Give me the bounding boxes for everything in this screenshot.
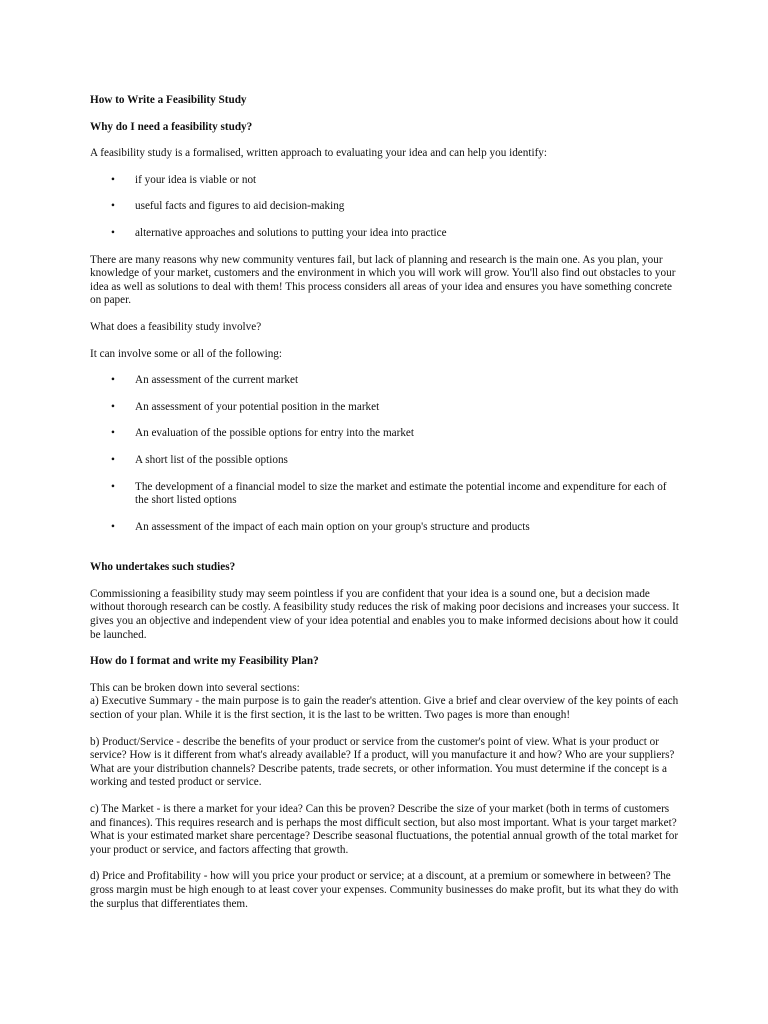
bullet-list-involve: [90, 374, 682, 534]
heading-how: How do I format and write my Feasibility Plan?: [90, 655, 319, 668]
bullet-icon: •: [111, 226, 115, 239]
bullet-icon: •: [111, 453, 115, 466]
heading-who: Who undertakes such studies?: [90, 561, 236, 574]
bullet-icon: •: [111, 520, 115, 533]
list-item: • An assessment of your potential position in the market: [111, 400, 380, 413]
bullet-icon: •: [111, 374, 115, 387]
document-body: [90, 94, 682, 911]
list-item: • alternative approaches and solutions to putting your idea into practice: [111, 226, 447, 239]
heading-why: Why do I need a feasibility study?: [90, 120, 253, 133]
paragraph-what: What does a feasibility study involve?: [90, 320, 262, 333]
list-item: • An assessment of the impact of each main option on your group's structure and products: [111, 520, 530, 533]
bullet-icon: •: [111, 400, 115, 413]
paragraph-section-b: b) Product/Service - describe the benefits of your product or service from the customer's point of view. What is your product or service? How is it different from what's already available? If a product, will you manufacture it and how? Who are your suppliers? What are your distribution channels? Describe patents, trade secrets, or other information. You must determine if the concept is a working and tested product or service.: [90, 735, 675, 789]
bullet-icon: •: [111, 480, 115, 493]
paragraph-sections-intro: This can be broken down into several sections:: [90, 681, 300, 694]
bullet-icon: •: [111, 200, 115, 213]
paragraph-involve: It can involve some or all of the following:: [90, 347, 283, 360]
list-item: • A short list of the possible options: [111, 453, 288, 466]
paragraph-section-a: a) Executive Summary - the main purpose is to gain the reader's attention. Give a brief and clear overview of the key points of each section of your plan. While it is the first section, it is the last to be written. Two pages is more than enough!: [90, 695, 679, 722]
bullet-icon: •: [111, 173, 115, 186]
list-item: • An evaluation of the possible options for entry into the market: [111, 427, 415, 440]
bullet-icon: •: [111, 427, 115, 440]
paragraph-reasons: There are many reasons why new community ventures fail, but lack of planning and research is the main one. As you plan, your knowledge of your market, customers and the environment in which you will work will grow. You'll also find out obstacles to your idea as well as solutions to deal with them! This process considers all areas of your idea and ensures you have something concrete on paper.: [90, 253, 676, 307]
paragraph-commission: Commissioning a feasibility study may seem pointless if you are confident that your idea is a sound one, but a decision made without thorough research can be costly. A feasibility study reduces the risk of making poor decisions and increases your success. It gives you an objective and independent view of your idea potential and enables you to make informed decisions about how it could be launched.: [90, 587, 679, 641]
document-title: How to Write a Feasibility Study: [90, 94, 247, 106]
bullet-list-identify: [90, 174, 682, 241]
list-item: • if your idea is viable or not: [111, 173, 257, 186]
paragraph-intro: A feasibility study is a formalised, written approach to evaluating your idea and can help you identify:: [90, 147, 548, 160]
paragraph-section-c: c) The Market - is there a market for your idea? Can this be proven? Describe the size of your market (both in terms of customers and finances). This requires research and is perhaps the most difficult section, but also most important. What is your target market? What is your estimated market share percentage? Describe seasonal fluctuations, the potential annual growth of the total market for your product or service, and factors affecting that growth.: [90, 803, 679, 856]
list-item: • An assessment of the current market: [111, 374, 299, 387]
list-item: • The development of a financial model to size the market and estimate the potential income and expenditure for each of the short listed options: [111, 480, 667, 507]
list-item: • useful facts and figures to aid decision-making: [111, 200, 345, 213]
paragraph-section-d: d) Price and Profitability - how will you price your product or service; at a discount, at a premium or somewhere in between? The gross margin must be high enough to at least cover your expenses. Community businesses do make profit, but its what they do with the surplus that differentiates them.: [90, 870, 679, 910]
